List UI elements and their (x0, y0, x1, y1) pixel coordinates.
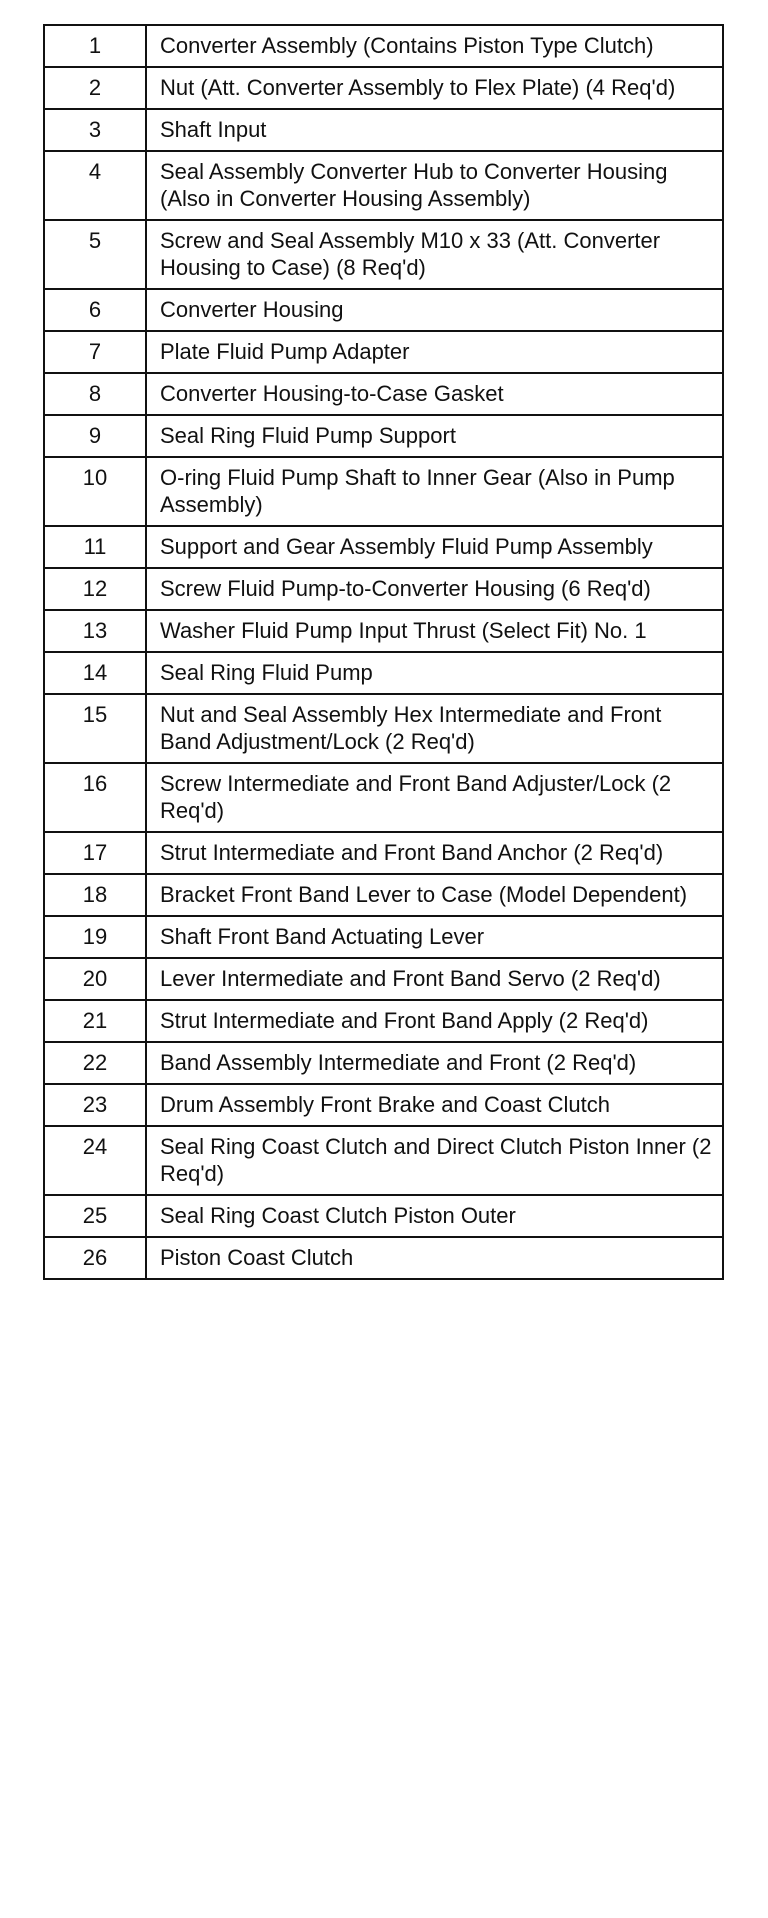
table-row (44, 67, 723, 109)
part-number: 3 (44, 109, 146, 151)
part-description: Bracket Front Band Lever to Case (Model Dependent) (146, 874, 723, 916)
table-row (44, 874, 723, 916)
part-number: 23 (44, 1084, 146, 1126)
part-number: 8 (44, 373, 146, 415)
part-number: 17 (44, 832, 146, 874)
table-row (44, 457, 723, 526)
part-number: 21 (44, 1000, 146, 1042)
part-description: Drum Assembly Front Brake and Coast Clutch (146, 1084, 723, 1126)
part-number: 26 (44, 1237, 146, 1279)
part-description: Seal Ring Fluid Pump (146, 652, 723, 694)
part-description: Lever Intermediate and Front Band Servo (2 Req'd) (146, 958, 723, 1000)
table-row (44, 694, 723, 763)
table-row (44, 1084, 723, 1126)
part-number: 10 (44, 457, 146, 526)
table-row (44, 652, 723, 694)
part-description: Plate Fluid Pump Adapter (146, 331, 723, 373)
part-number: 6 (44, 289, 146, 331)
parts-table (43, 24, 724, 1280)
part-number: 9 (44, 415, 146, 457)
part-description: O-ring Fluid Pump Shaft to Inner Gear (Also in Pump Assembly) (146, 457, 723, 526)
part-description: Seal Ring Coast Clutch and Direct Clutch Piston Inner (2 Req'd) (146, 1126, 723, 1195)
part-number: 24 (44, 1126, 146, 1195)
part-description: Converter Assembly (Contains Piston Type Clutch) (146, 25, 723, 67)
part-number: 15 (44, 694, 146, 763)
part-description: Band Assembly Intermediate and Front (2 Req'd) (146, 1042, 723, 1084)
part-number: 22 (44, 1042, 146, 1084)
part-number: 7 (44, 331, 146, 373)
part-number: 13 (44, 610, 146, 652)
part-description: Seal Assembly Converter Hub to Converter Housing (Also in Converter Housing Assembly) (146, 151, 723, 220)
part-description: Seal Ring Coast Clutch Piston Outer (146, 1195, 723, 1237)
table-row (44, 1237, 723, 1279)
part-number: 20 (44, 958, 146, 1000)
table-row (44, 526, 723, 568)
part-description: Shaft Front Band Actuating Lever (146, 916, 723, 958)
table-row (44, 25, 723, 67)
part-description: Screw Fluid Pump-to-Converter Housing (6 Req'd) (146, 568, 723, 610)
table-row (44, 220, 723, 289)
table-row (44, 415, 723, 457)
part-number: 5 (44, 220, 146, 289)
part-description: Seal Ring Fluid Pump Support (146, 415, 723, 457)
part-number: 14 (44, 652, 146, 694)
part-description: Converter Housing (146, 289, 723, 331)
table-row (44, 1195, 723, 1237)
part-description: Strut Intermediate and Front Band Anchor (2 Req'd) (146, 832, 723, 874)
table-row (44, 289, 723, 331)
part-description: Screw Intermediate and Front Band Adjuster/Lock (2 Req'd) (146, 763, 723, 832)
part-description: Nut and Seal Assembly Hex Intermediate and Front Band Adjustment/Lock (2 Req'd) (146, 694, 723, 763)
table-row (44, 1042, 723, 1084)
table-row (44, 1000, 723, 1042)
part-description: Nut (Att. Converter Assembly to Flex Plate) (4 Req'd) (146, 67, 723, 109)
table-row (44, 151, 723, 220)
table-row (44, 610, 723, 652)
part-number: 25 (44, 1195, 146, 1237)
part-number: 4 (44, 151, 146, 220)
part-number: 16 (44, 763, 146, 832)
table-row (44, 763, 723, 832)
part-number: 19 (44, 916, 146, 958)
table-row (44, 958, 723, 1000)
part-description: Converter Housing-to-Case Gasket (146, 373, 723, 415)
part-number: 2 (44, 67, 146, 109)
part-number: 18 (44, 874, 146, 916)
part-description: Piston Coast Clutch (146, 1237, 723, 1279)
table-row (44, 916, 723, 958)
part-number: 1 (44, 25, 146, 67)
table-row (44, 331, 723, 373)
part-description: Strut Intermediate and Front Band Apply (2 Req'd) (146, 1000, 723, 1042)
table-row (44, 568, 723, 610)
part-number: 11 (44, 526, 146, 568)
table-row (44, 373, 723, 415)
table-row (44, 832, 723, 874)
part-number: 12 (44, 568, 146, 610)
part-description: Support and Gear Assembly Fluid Pump Assembly (146, 526, 723, 568)
table-row (44, 109, 723, 151)
table-row (44, 1126, 723, 1195)
part-description: Shaft Input (146, 109, 723, 151)
part-description: Screw and Seal Assembly M10 x 33 (Att. Converter Housing to Case) (8 Req'd) (146, 220, 723, 289)
part-description: Washer Fluid Pump Input Thrust (Select Fit) No. 1 (146, 610, 723, 652)
